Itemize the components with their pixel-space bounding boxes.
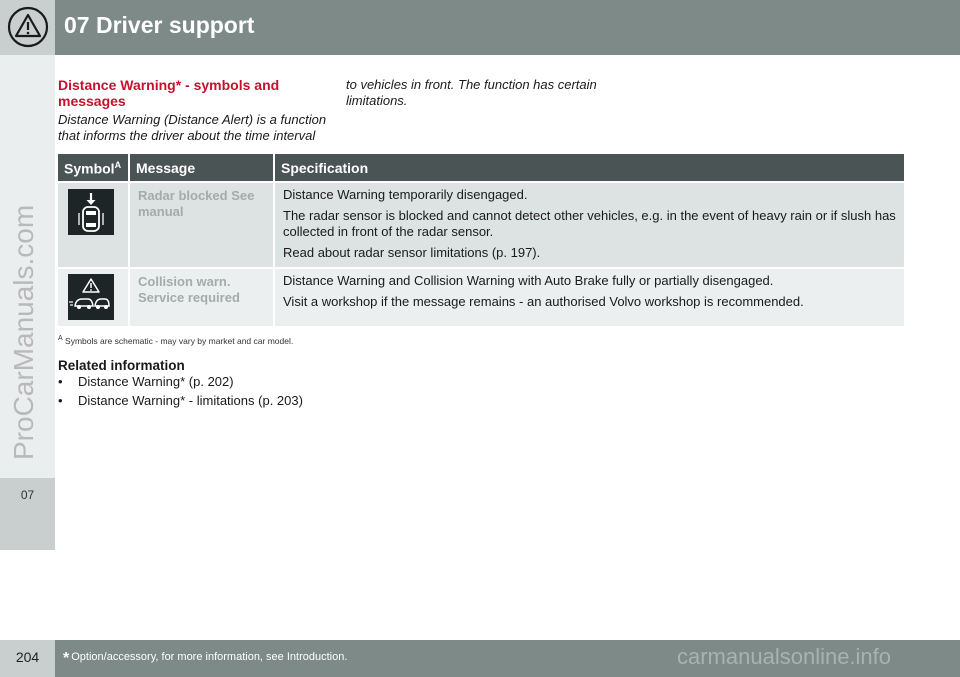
spec-line: The radar sensor is blocked and cannot detect other vehicles, e.g. in the event of heavy rain or if slush has collected in front of the radar sensor. xyxy=(283,208,896,239)
table-footnote xyxy=(58,335,293,346)
related-link[interactable]: Distance Warning* - limitations (p. 203) xyxy=(78,393,303,408)
radar-blocked-icon xyxy=(68,189,114,235)
intro-text-col2: to vehicles in front. The function has certain limitations. xyxy=(346,77,597,108)
list-item xyxy=(58,393,458,412)
header-specification: Specification xyxy=(281,160,369,176)
list-item xyxy=(58,374,458,393)
section-title: Distance Warning* - symbols and messages xyxy=(58,77,280,109)
symbols-table xyxy=(58,154,904,326)
chapter-title: 07 Driver support xyxy=(64,12,255,38)
spec-line: Distance Warning temporarily disengaged. xyxy=(283,187,528,202)
related-link[interactable]: Distance Warning* (p. 202) xyxy=(78,374,234,389)
intro-text-col1: Distance Warning (Distance Alert) is a function that informs the driver about the time interval xyxy=(58,112,327,143)
header-message: Message xyxy=(130,154,275,181)
spec-line: Read about radar sensor limitations (p. 197). xyxy=(283,245,541,260)
message-cell: Collision warn. Service required xyxy=(130,269,275,326)
footer-note xyxy=(63,650,347,668)
warning-icon-box xyxy=(0,0,55,55)
spec-line: Visit a workshop if the message remains - an authorised Volvo workshop is recommended. xyxy=(283,294,804,309)
specification-cell xyxy=(275,183,904,267)
symbol-cell xyxy=(58,269,130,326)
side-watermark: ProCarManuals.com xyxy=(8,204,39,460)
spec-line: Distance Warning and Collision Warning with Auto Brake fully or partially disengaged. xyxy=(283,273,774,288)
page-number: 204 xyxy=(15,649,40,665)
message-cell: Radar blocked See manual xyxy=(130,183,275,267)
symbol-cell xyxy=(58,183,130,267)
table-header xyxy=(58,154,904,181)
header-footnote-mark: A xyxy=(114,160,122,170)
specification-cell xyxy=(275,269,904,326)
asterisk-icon: * xyxy=(63,650,70,667)
related-information-title: Related information xyxy=(58,358,185,373)
header-symbol: Symbol$^A$ xyxy=(58,154,130,181)
bullet-icon: • xyxy=(58,374,63,389)
footnote-text: Symbols are schematic - may vary by market and car model. xyxy=(65,335,294,346)
footer-watermark: carmanualsonline.info xyxy=(677,644,892,669)
footnote-mark: A xyxy=(58,335,63,342)
footer-note-text: Option/accessory, for more information, see Introduction. xyxy=(71,651,348,663)
chapter-tab-number: 07 xyxy=(20,488,35,502)
warning-triangle-icon xyxy=(6,5,50,49)
collision-warning-icon xyxy=(68,274,114,320)
related-information-list xyxy=(58,374,458,412)
bullet-icon: • xyxy=(58,393,63,408)
table-row xyxy=(58,269,904,326)
table-row xyxy=(58,183,904,267)
